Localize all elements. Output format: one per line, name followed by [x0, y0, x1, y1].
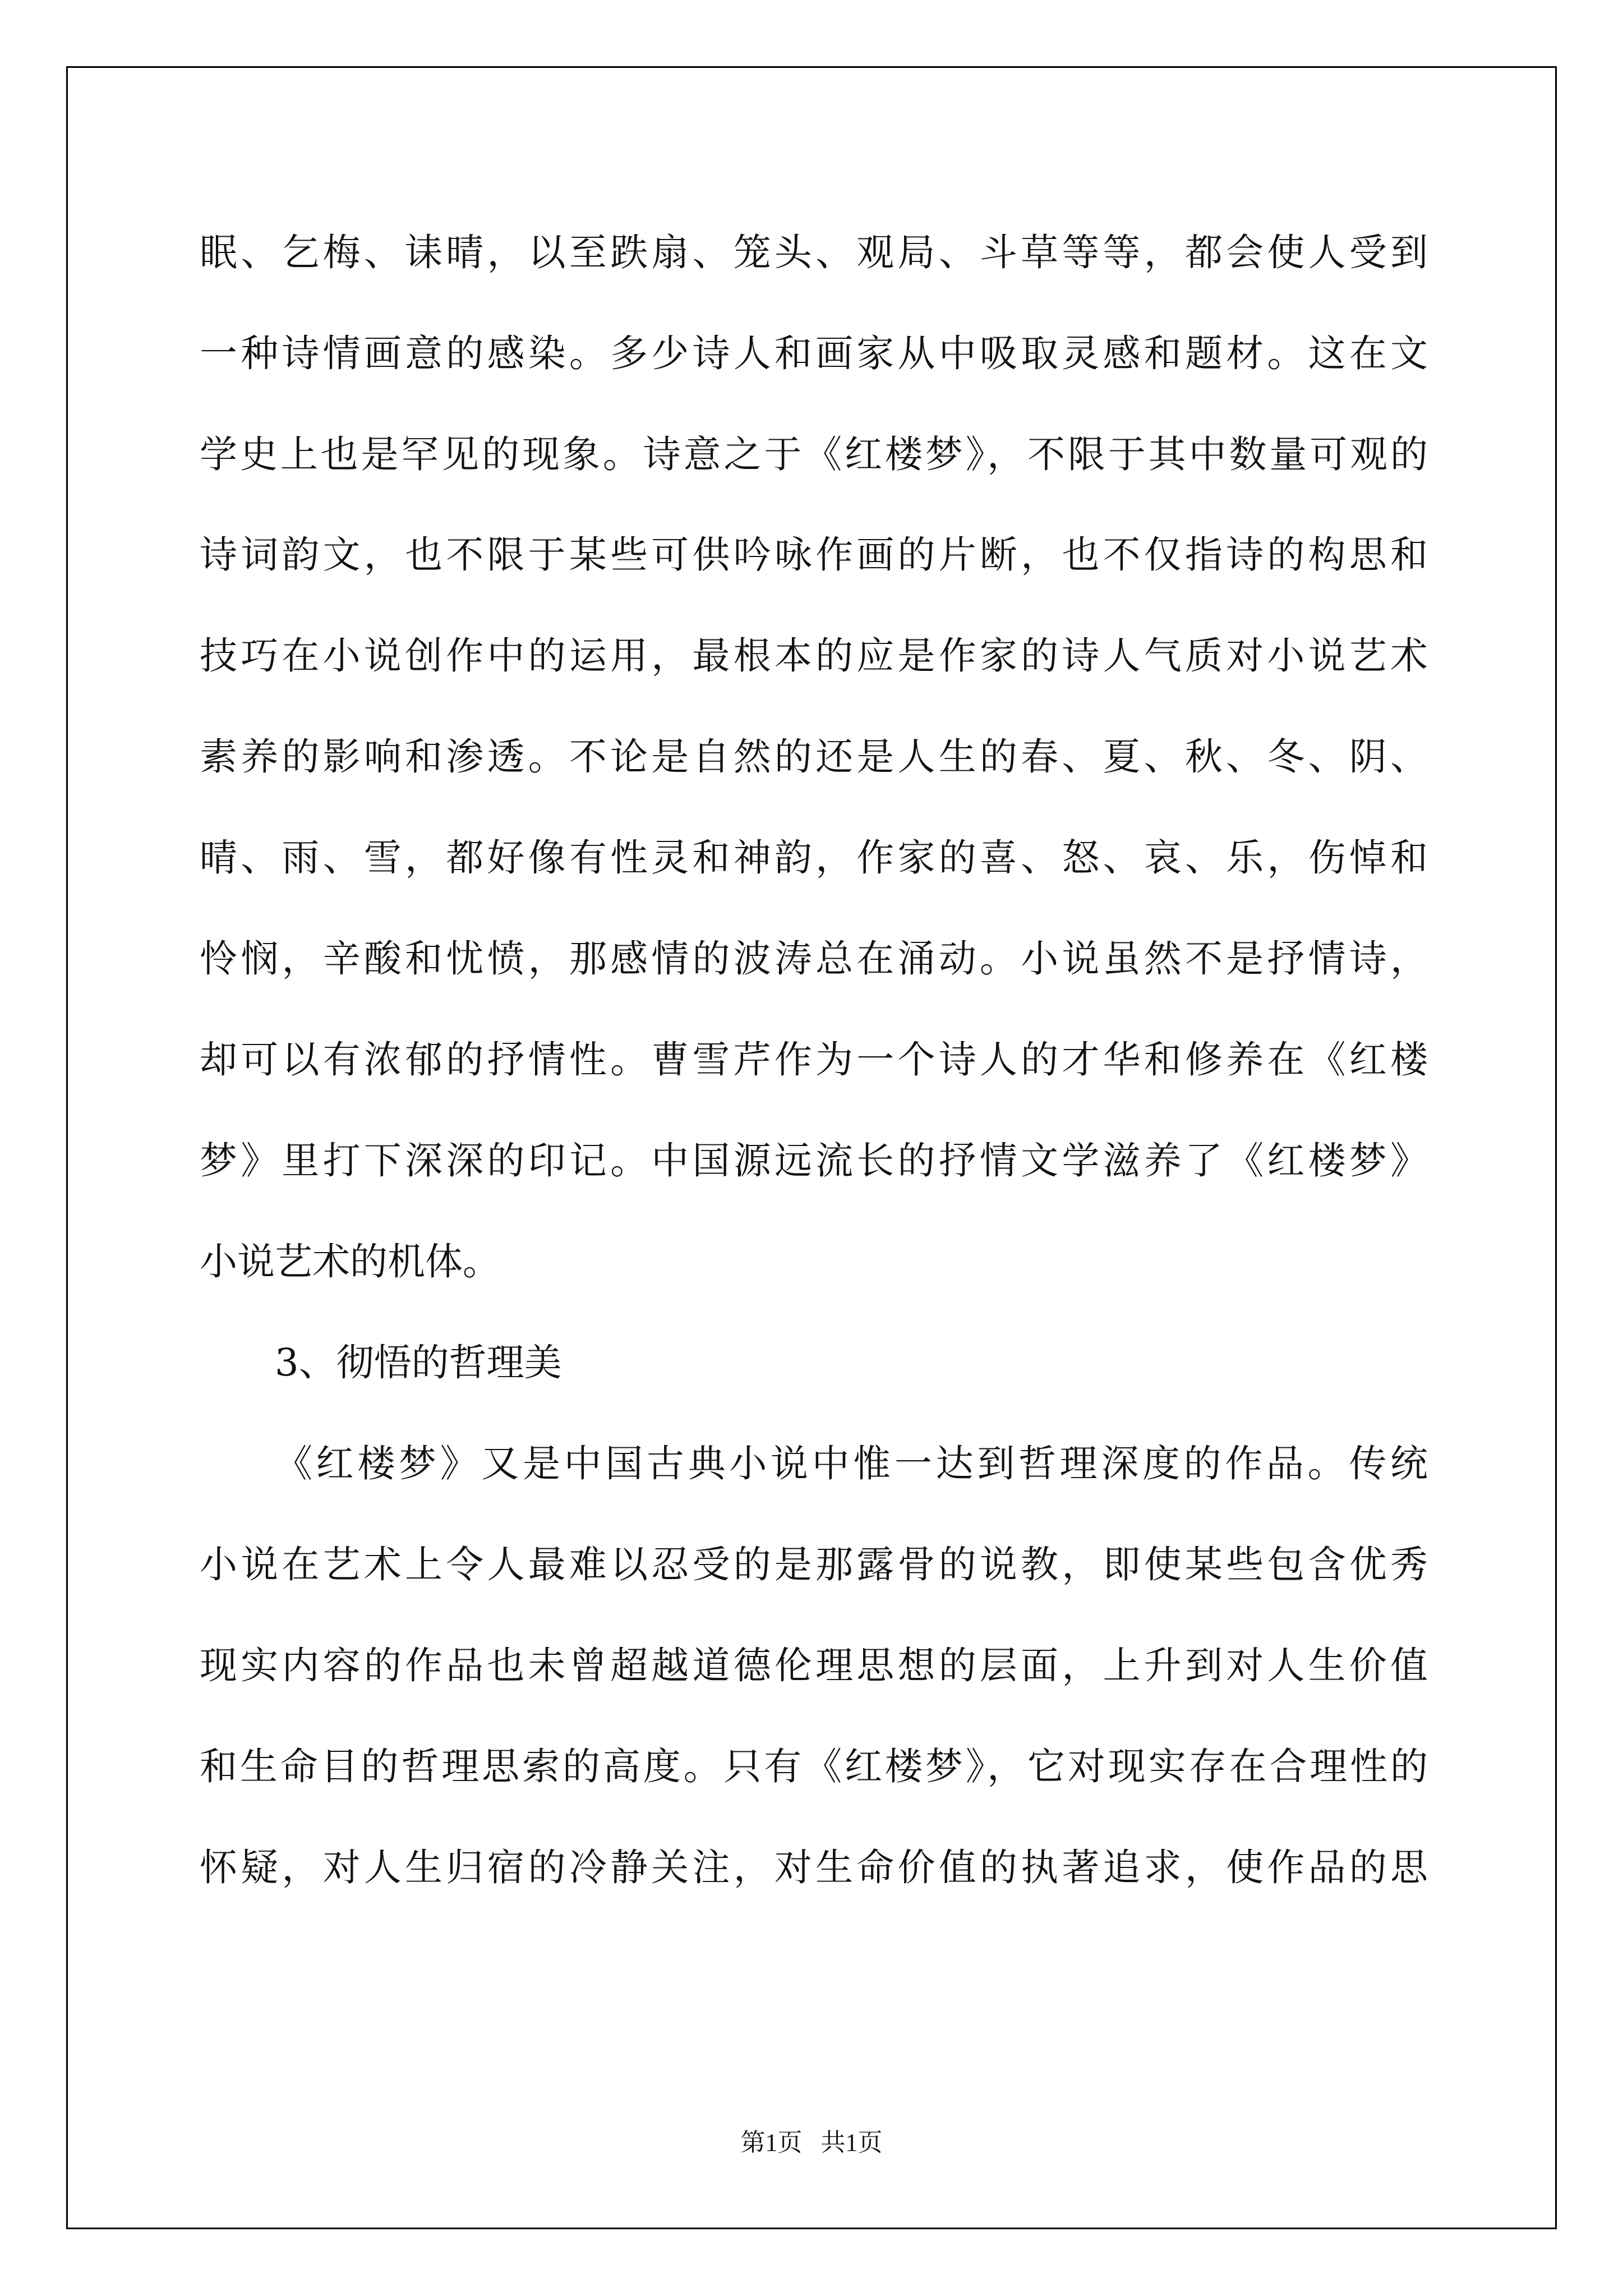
text-line: 梦》里打下深深的印记。中国源远流长的抒情文学滋养了《红楼梦》: [200, 1139, 1428, 1182]
text-line: 怜悯，辛酸和忧愤，那感情的波涛总在涌动。小说虽然不是抒情诗，: [200, 937, 1428, 981]
text-line: 小说艺术的机体。: [200, 1240, 500, 1283]
text-line: 和生命目的哲理思索的高度。只有《红楼梦》，它对现实存在合理性的: [200, 1745, 1428, 1788]
text-line: 却可以有浓郁的抒情性。曹雪芹作为一个诗人的才华和修养在《红楼: [200, 1038, 1428, 1082]
text-line: 晴、雨、雪，都好像有性灵和神韵，作家的喜、怒、哀、乐，伤悼和: [200, 836, 1428, 880]
text-line: 现实内容的作品也未曾超越道德伦理思想的层面，上升到对人生价值: [200, 1644, 1428, 1687]
text-line: 怀疑，对人生归宿的冷静关注，对生命价值的执著追求，使作品的思: [200, 1846, 1428, 1889]
text-line: 一种诗情画意的感染。多少诗人和画家从中吸取灵感和题材。这在文: [200, 332, 1428, 375]
text-line: 技巧在小说创作中的运用，最根本的应是作家的诗人气质对小说艺术: [200, 634, 1428, 678]
text-line: 小说在艺术上令人最难以忍受的是那露骨的说教，即使某些包含优秀: [200, 1543, 1428, 1586]
text-line: 《红楼梦》又是中国古典小说中惟一达到哲理深度的作品。传统: [275, 1442, 1428, 1485]
text-line: 素养的影响和渗透。不论是自然的还是人生的春、夏、秋、冬、阴、: [200, 735, 1428, 779]
section-heading: 3、彻悟的哲理美: [275, 1341, 562, 1384]
text-line: 学史上也是罕见的现象。诗意之于《红楼梦》，不限于其中数量可观的: [200, 432, 1428, 476]
text-line: 诗词韵文，也不限于某些可供吟咏作画的片断，也不仅指诗的构思和: [200, 533, 1428, 577]
text-line: 眠、乞梅、诔晴，以至跌扇、笼头、观局、斗草等等，都会使人受到: [200, 231, 1428, 274]
page-number-footer: 第1页 共1页: [740, 2129, 883, 2156]
